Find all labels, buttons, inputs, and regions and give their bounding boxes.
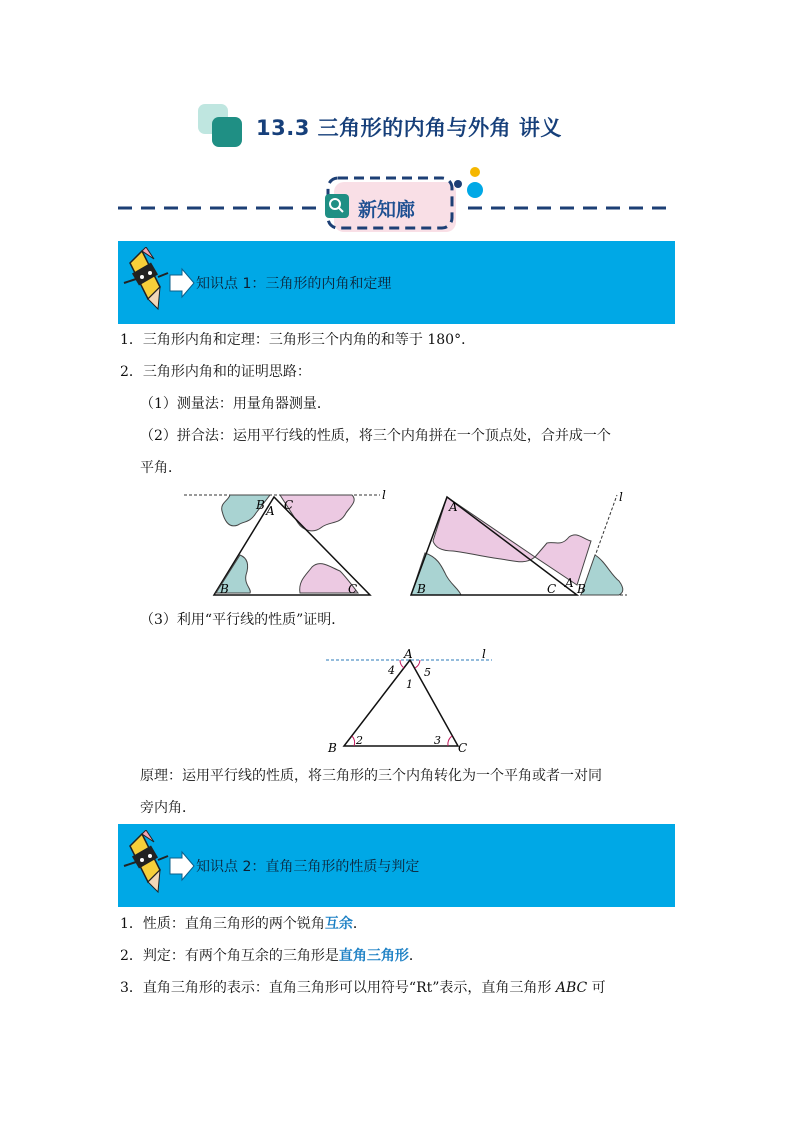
svg-text:B: B — [256, 498, 265, 512]
method-piece-line2: 平角． — [140, 460, 182, 476]
svg-text:3: 3 — [434, 734, 441, 747]
svg-text:C: C — [547, 582, 557, 596]
svg-text:A: A — [404, 647, 413, 661]
right-triangle-criterion: 2．判定：有两个角互余的三角形是直角三角形． — [120, 948, 423, 964]
knowledge-point-2-header — [118, 824, 675, 907]
highlight-right-triangle: 直角三角形 — [338, 948, 409, 964]
pencil-mascot-icon — [120, 830, 196, 904]
highlight-complementary: 互余 — [324, 916, 353, 932]
principle-line1: 原理：运用平行线的性质，将三角形的三个内角转化为一个平角或者一对同 — [140, 768, 602, 784]
search-icon-bg — [325, 194, 349, 218]
svg-text:1: 1 — [406, 678, 413, 691]
knowledge-point-1-title: 知识点 1：三角形的内角和定理 — [196, 276, 392, 292]
svg-text:l: l — [619, 490, 623, 504]
svg-text:B: B — [220, 582, 229, 596]
svg-text:B: B — [577, 582, 586, 596]
svg-text:A: A — [266, 504, 275, 518]
svg-text:B: B — [328, 741, 337, 755]
svg-text:l: l — [382, 488, 386, 502]
principle-line2: 旁内角． — [140, 800, 196, 816]
page-title-block — [198, 104, 618, 152]
svg-text:C: C — [284, 498, 294, 512]
svg-text:4: 4 — [388, 664, 395, 677]
right-triangle-property: 1．性质：直角三角形的两个锐角互余． — [120, 916, 367, 932]
svg-text:C: C — [458, 741, 468, 755]
svg-text:A: A — [565, 576, 574, 590]
pencil-mascot-icon — [120, 247, 196, 321]
knowledge-point-2-title: 知识点 2：直角三角形的性质与判定 — [196, 859, 420, 875]
figure-piece-method-1 — [180, 485, 390, 600]
knowledge-point-1-header — [118, 241, 675, 324]
figure-parallel-proof — [320, 642, 500, 757]
svg-text:C: C — [348, 582, 358, 596]
svg-text:5: 5 — [424, 666, 431, 679]
proof-idea-heading: 2．三角形内角和的证明思路： — [120, 364, 311, 380]
title-decor-square-dark — [212, 117, 242, 147]
section-banner-label: 新知廊 — [358, 199, 416, 221]
method-parallel: （3）利用“平行线的性质”证明． — [140, 612, 346, 628]
svg-text:l: l — [482, 647, 486, 661]
method-measure: （1）测量法：用量角器测量． — [140, 396, 331, 412]
right-triangle-notation: 3．直角三角形的表示：直角三角形可以用符号“Rt”表示，直角三角形 ABC 可 — [120, 980, 606, 996]
page-title: 13.3 三角形的内角与外角 讲义 — [256, 116, 562, 140]
svg-text:A: A — [449, 500, 458, 514]
svg-text:B: B — [417, 582, 426, 596]
svg-text:2: 2 — [356, 734, 363, 747]
figure-piece-method-2 — [405, 485, 635, 600]
theorem-statement: 1．三角形内角和定理：三角形三个内角的和等于 180°． — [120, 332, 476, 348]
method-piece-line1: （2）拼合法：运用平行线的性质，将三个内角拼在一个顶点处，合并成一个 — [140, 428, 611, 444]
